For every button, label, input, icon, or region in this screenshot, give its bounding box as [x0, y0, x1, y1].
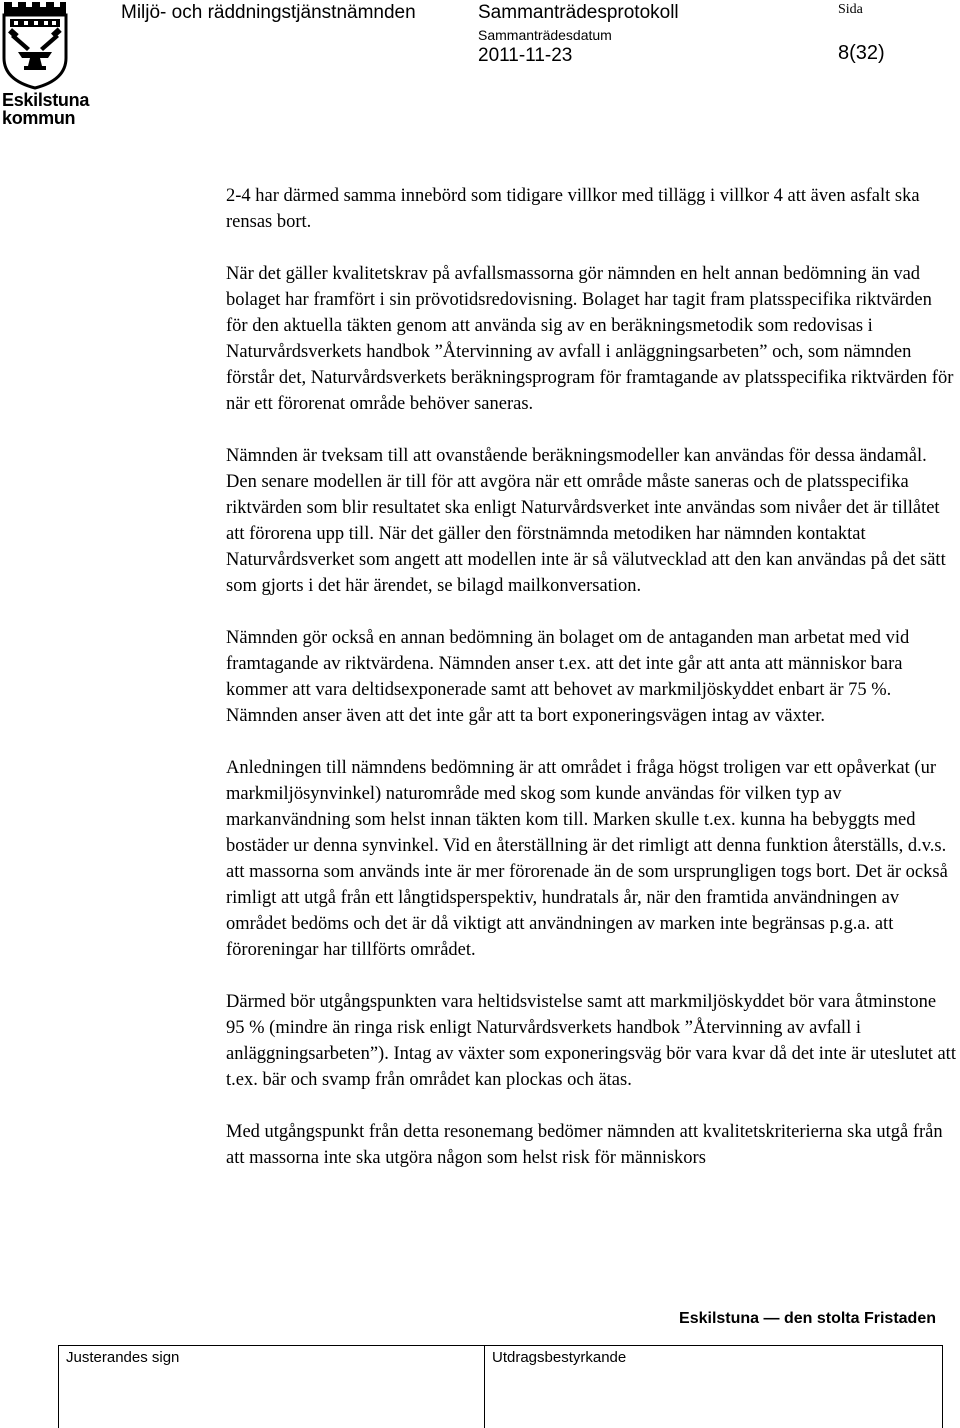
body-paragraph-2: När det gäller kvalitetskrav på avfallsmassorna gör nämnden en helt annan bedömning än vad bolaget har framfört i sin prövotidsredovisning. Bolaget har tagit fram platsspecifika riktvärden för den aktuella täkten genom att använda sig av en beräkningsmetodik som redovisas i Naturvårdsverkets handbok ”Återvinning av avfall i anläggningsarbeten” och, som nämnden förstår det, Naturvårdsverkets beräkningsprogram för framtagande av platsspecifika riktvärden för när ett förorenat område behöver saneras. [226, 264, 954, 414]
document-body [226, 183, 958, 1197]
meeting-date: 2011-11-23 [478, 45, 573, 66]
body-paragraph-4: Nämnden gör också en annan bedömning än bolaget om de antaganden man arbetat med vid framtagande av riktvärdena. Nämnden anser t.ex. att det inte går att anta att människor bara kommer att vara deltidsexponerade samt att behovet av markmiljöskyddet enbart är 75 %. Nämnden anser även att det inte går att ta bort exponeringsvägen intag av växter. [226, 628, 910, 726]
document-type: Sammanträdesprotokoll [478, 2, 679, 23]
sign-box-middle-border [484, 1345, 485, 1428]
body-paragraph-7: Med utgångspunkt från detta resonemang bedömer nämnden att kvalitetskriterierna ska utgå från att massorna inte ska utgöra någon som helst risk för människors [226, 1122, 943, 1168]
attestation-label: Utdragsbestyrkande [492, 1349, 627, 1366]
date-label: Sammanträdesdatum [478, 27, 612, 43]
page-label: Sida [838, 2, 863, 17]
municipal-logo [0, 0, 90, 130]
logo-wordmark [2, 90, 90, 128]
coat-of-arms-icon [0, 0, 70, 90]
body-paragraph-3: Nämnden är tveksam till att ovanstående beräkningsmodeller kan användas för dessa ändamål. Den senare modellen är till för att avgöra när ett område måste saneras och de platsspecifika riktvärden som blir resultatet ska enligt Naturvårdsverket inte användas som nivåer det är tillåtet att förorena upp till. När det gäller den förstnämnda metodiken har nämnden kontaktat Naturvårdsverket som angett att modellen inte är så välutvecklad att den kan användas på det sätt som gjorts i det här ärendet, se bilagd mailkonversation. [226, 446, 946, 596]
logo-line-2: kommun [2, 108, 76, 128]
committee-name: Miljö- och räddningstjänstnämnden [121, 2, 416, 23]
body-paragraph-6: Därmed bör utgångspunkten vara heltidsvistelse samt att markmiljöskyddet bör vara åtminstone 95 % (mindre än ringa risk enligt Naturvårdsverkets handbok ”Återvinning av avfall i anläggningsarbeten”). Intag av växter som exponeringsväg bör vara kvar då det inte är uteslutet att t.ex. bär och svamp från området kan plockas och ätas. [226, 992, 956, 1090]
sign-box-right-border [942, 1345, 943, 1428]
page-number: 8(32) [838, 42, 885, 64]
logo-line-1: Eskilstuna [2, 90, 90, 110]
body-paragraph-5: Anledningen till nämndens bedömning är att området i fråga högst troligen var ett opåverkat (ur markmiljösynvinkel) naturområde med skog som kunde användas för vilken typ av markanvändning som helst innan täkten kom till. Marken skulle t.ex. kunna ha bebyggts med bostäder ur denna synvinkel. Vid en återställning är det rimligt att denna funktion återställs, d.v.s. att massorna som används inte är mer förorenade än de som ursprungligen togs bort. Det är också rimligt att utgå från ett långtidsperspektiv, hundratals år, när den framtida användningen av området bedöms och det är då viktigt att användningen av marken inte begränsas p.g.a. att föroreningar har tillförts området. [226, 758, 948, 960]
footer-divider [58, 1345, 942, 1346]
footer-motto: Eskilstuna — den stolta Fristaden [679, 1310, 936, 1327]
signature-label: Justerandes sign [66, 1349, 180, 1366]
sign-box-left-border [58, 1345, 59, 1428]
body-paragraph-1: 2-4 har därmed samma innebörd som tidigare villkor med tillägg i villkor 4 att även asfalt ska rensas bort. [226, 186, 920, 232]
